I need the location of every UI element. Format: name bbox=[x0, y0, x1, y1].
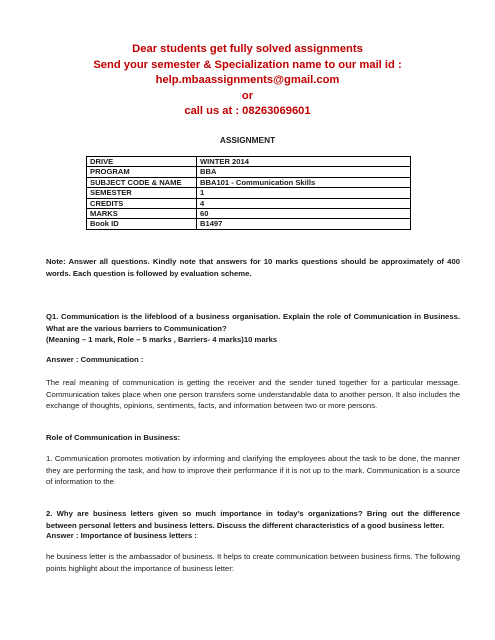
q1-scheme: (Meaning – 1 mark, Role – 5 marks , Barriers- 4 marks)10 marks bbox=[46, 335, 278, 344]
q1-answer-paragraph: The real meaning of communication is getting the receiver and the sender tuned together for a particular message. Communication takes place when one person transfers some understandable data to another person. It also includes the exchange of thoughts, opinions, sentiments, facts, and information between two or more persons. bbox=[46, 378, 460, 410]
promo-line-2: Send your semester & Specialization name to our mail id : bbox=[93, 58, 402, 71]
table-key: SEMESTER bbox=[87, 188, 197, 198]
q1-question-text: Q1. Communication is the lifeblood of a business organisation. Explain the role of Communication in Business. What are the various barriers to Communication? bbox=[46, 312, 460, 333]
table-value: 60 bbox=[197, 209, 411, 219]
role-paragraph: 1. Communication promotes motivation by informing and clarifying the employees about the task to be done, the manner they are performing the task, and how to improve their performance if it is not up to the mark. Communication is a source of information to the bbox=[46, 454, 460, 486]
role-heading: Role of Communication in Business: bbox=[46, 433, 181, 442]
table-key: DRIVE bbox=[87, 157, 197, 167]
table-value: BBA bbox=[197, 167, 411, 177]
table-value: WINTER 2014 bbox=[197, 157, 411, 167]
table-row bbox=[87, 177, 411, 187]
promo-email: help.mbaassignments@gmail.com bbox=[155, 74, 340, 86]
promo-line-1: Dear students get fully solved assignments bbox=[132, 43, 363, 55]
table-key: MARKS bbox=[87, 209, 197, 219]
assignment-info-table bbox=[86, 156, 411, 230]
table-row bbox=[87, 209, 411, 219]
note-paragraph: Note: Answer all questions. Kindly note that answers for 10 marks questions should be approximately of 400 words. Each question is followed by evaluation scheme. bbox=[46, 257, 460, 278]
table-key: Book ID bbox=[87, 219, 197, 229]
table-value: B1497 bbox=[197, 219, 411, 229]
promo-phone: call us at : 08263069601 bbox=[184, 105, 311, 117]
promo-or: or bbox=[241, 89, 254, 102]
q2-question: 2. Why are business letters given so much importance in today’s organizations? Bring out the difference between personal letters and business letters. Discuss the different characteristics of a good business letter. bbox=[46, 509, 460, 530]
table-row bbox=[87, 198, 411, 208]
assignment-title: ASSIGNMENT bbox=[219, 135, 276, 145]
table-row bbox=[87, 219, 411, 229]
q1-answer-heading: Answer : Communication : bbox=[46, 355, 144, 364]
q1-question bbox=[46, 311, 460, 346]
table-value: 1 bbox=[197, 188, 411, 198]
table-key: CREDITS bbox=[87, 198, 197, 208]
table-value: BBA101 - Communication Skills bbox=[197, 177, 411, 187]
table-key: SUBJECT CODE & NAME bbox=[87, 177, 197, 187]
table-row bbox=[87, 157, 411, 167]
table-row bbox=[87, 167, 411, 177]
q2-answer-paragraph: he business letter is the ambassador of business. It helps to create communication between business firms. The following points highlight about the importance of business letter: bbox=[46, 552, 460, 573]
table-key: PROGRAM bbox=[87, 167, 197, 177]
table-value: 4 bbox=[197, 198, 411, 208]
table-row bbox=[87, 188, 411, 198]
promo-header bbox=[0, 42, 495, 120]
q2-answer-heading: Answer : Importance of business letters : bbox=[46, 531, 197, 540]
